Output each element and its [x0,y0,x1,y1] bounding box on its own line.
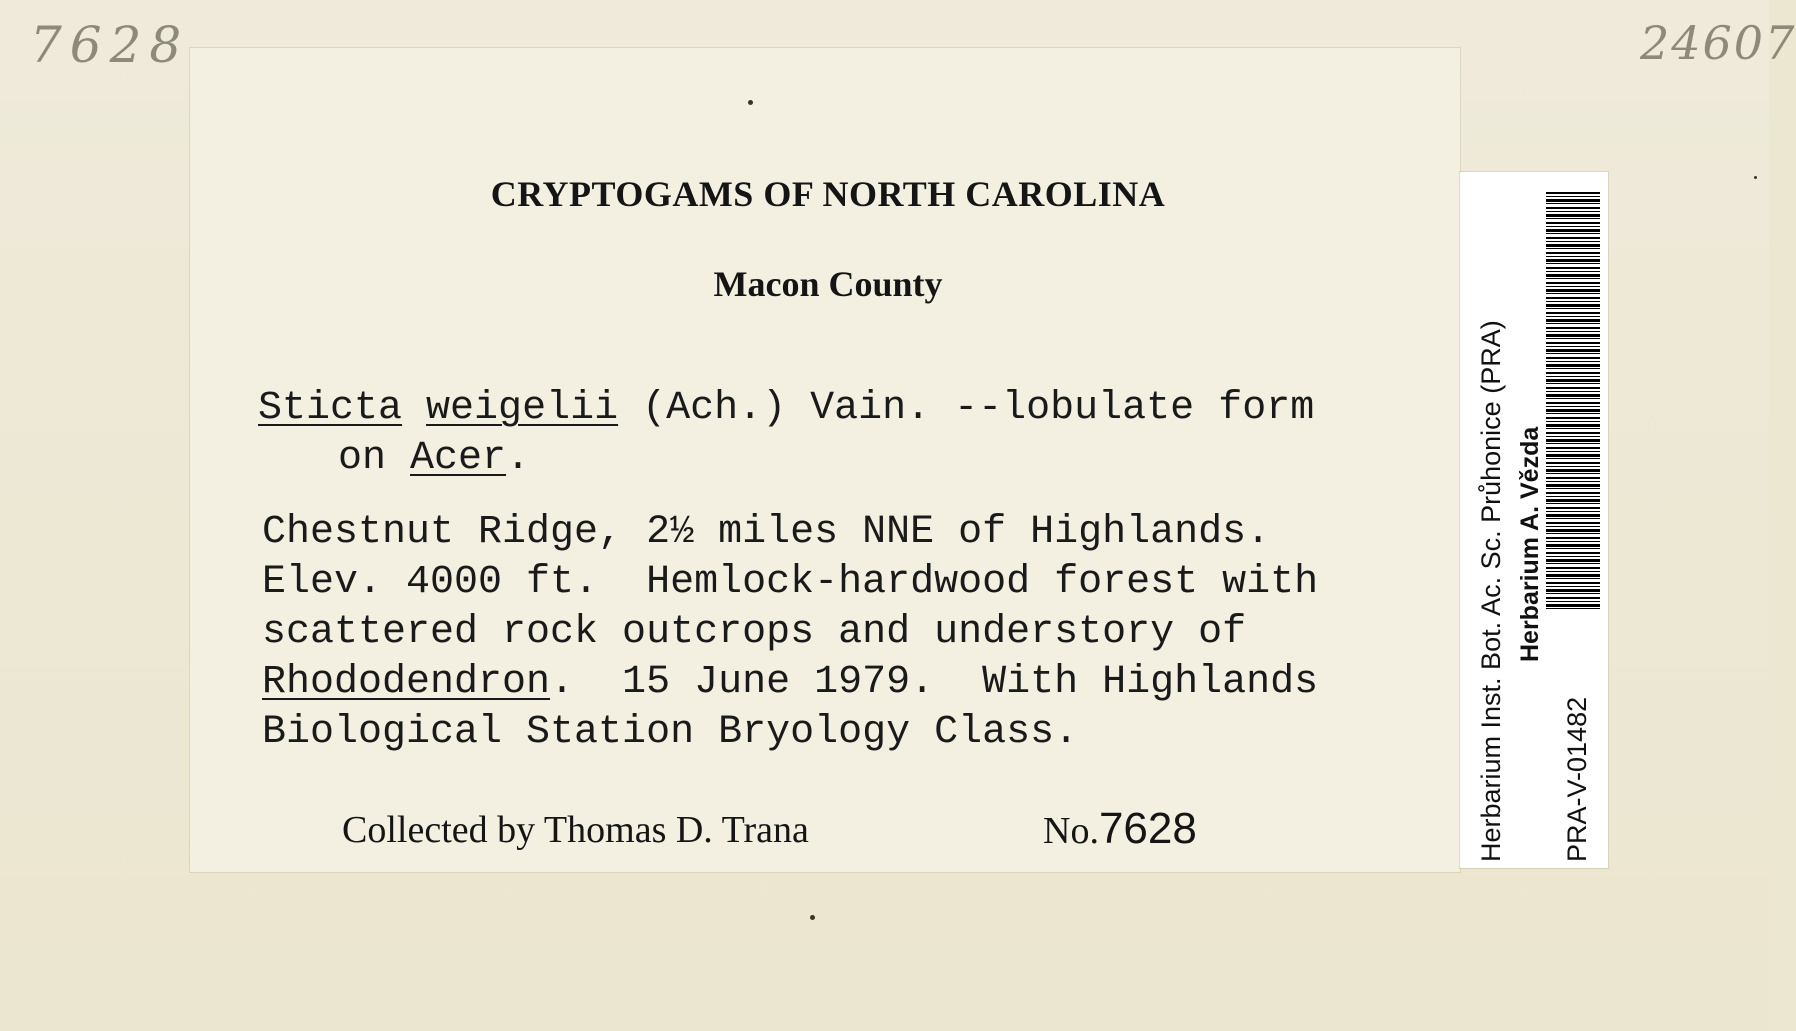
number-prefix: No. [1043,810,1099,852]
substrate-line [338,436,530,481]
collector-name: Collected by Thomas D. Trana [342,809,809,851]
species-authority: (Ach.) Vain. --lobulate form [642,386,1315,431]
herbarium-barcode-strip [1460,172,1608,868]
locality-line-3: scattered rock outcrops and understory of [262,610,1247,655]
collection-text: Herbarium A. Vězda [1516,426,1544,662]
specimen-label [190,48,1460,872]
handwritten-number-right: 24607 [1640,16,1796,70]
substrate-prefix: on [338,436,387,481]
number-value: 7628 [1098,804,1197,853]
speck [748,100,753,105]
date-and-group: . 15 June 1979. With Highlands [550,660,1319,705]
substrate-genus: Acer [410,436,507,481]
speck [810,915,815,920]
specimen-id: PRA-V-01482 [1562,696,1592,862]
locality-line-2: Elev. 4000 ft. Hemlock-hardwood forest with [262,560,1319,605]
habitat-genus: Rhododendron [262,660,551,705]
speck [1754,176,1757,179]
institution-text: Herbarium Inst. Bot. Ac. Sc. Průhonice (PRA) [1476,320,1506,862]
species-line [258,386,1314,431]
species-epithet: weigelii [426,386,619,431]
barcode [1546,192,1600,610]
locality-line-4 [262,660,1318,705]
substrate-suffix: . [506,436,531,481]
handwritten-number-left: 7628 [30,16,190,74]
species-genus: Sticta [258,386,403,431]
locality-line-5: Biological Station Bryology Class. [262,710,1079,755]
label-title: CRYPTOGAMS OF NORTH CAROLINA [490,174,1166,214]
collection-number [1043,804,1197,854]
locality-line-1: Chestnut Ridge, 2½ miles NNE of Highlands. [262,510,1271,555]
county-name: Macon County [713,264,943,304]
